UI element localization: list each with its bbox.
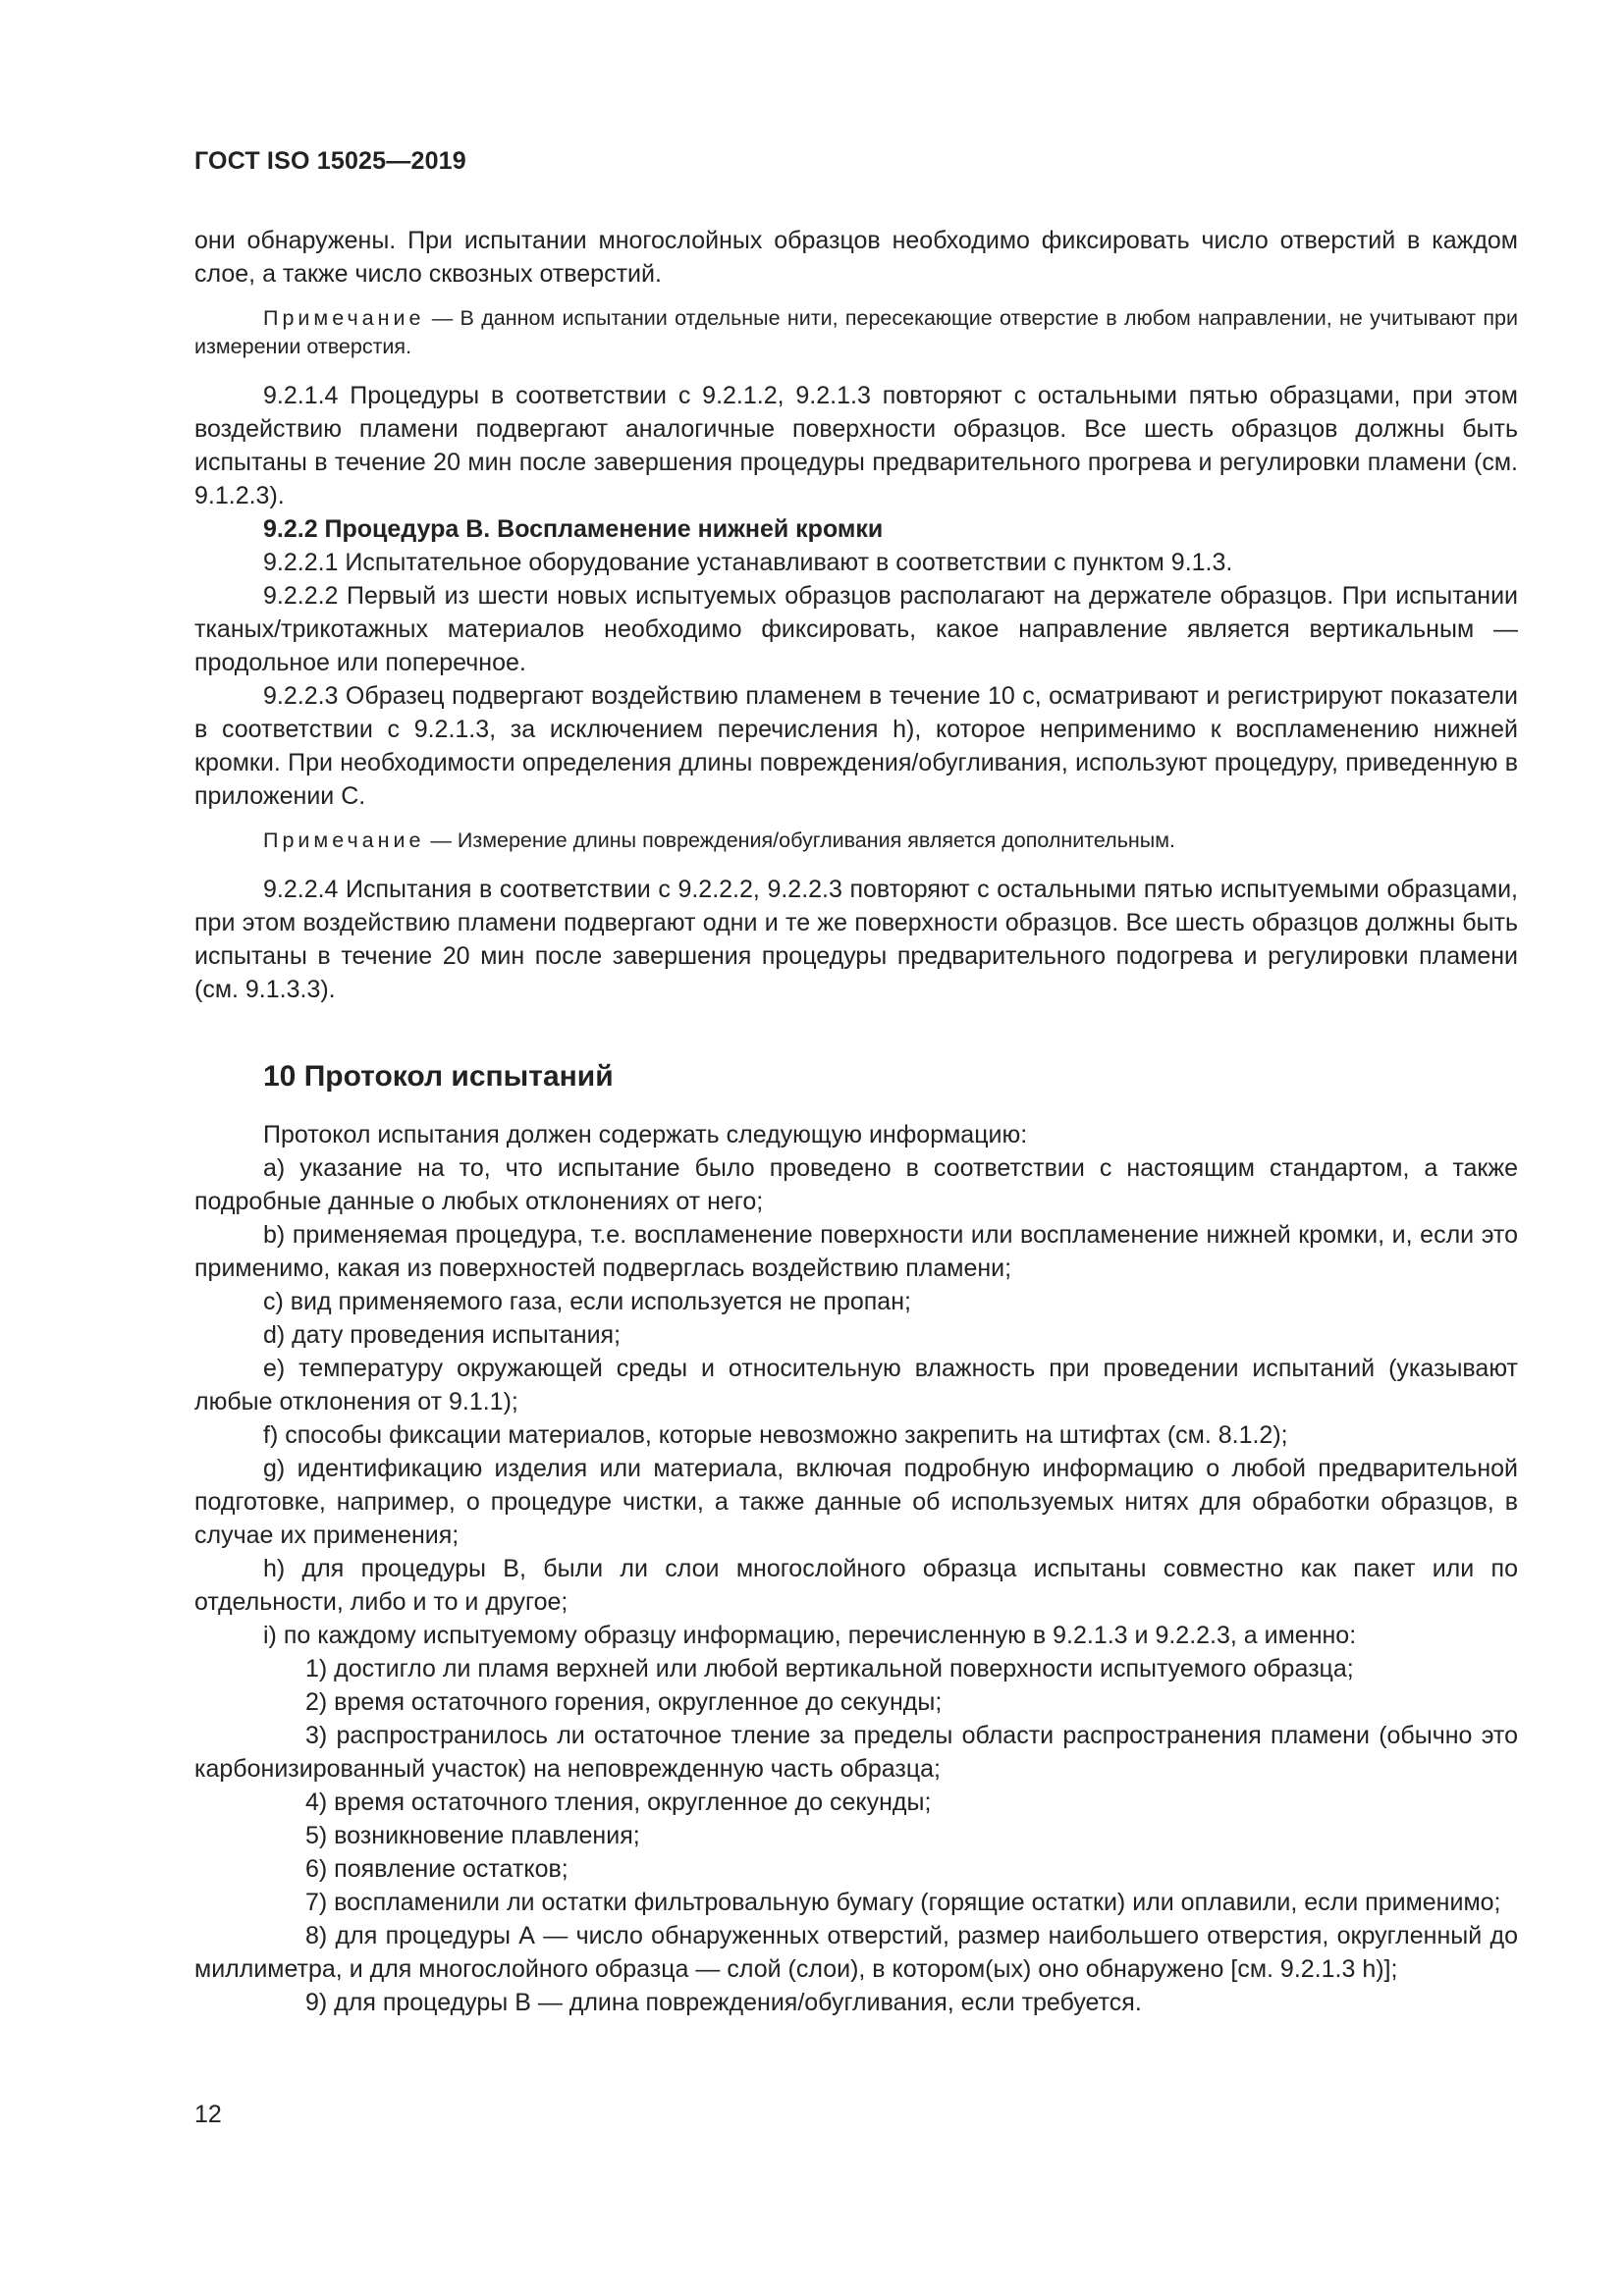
report-intro: Протокол испытания должен содержать следующую информацию: [263, 1121, 1028, 1148]
sub-list-item: 1) достигло ли пламя верхней или любой вертикальной поверхности испытуемого образца; [305, 1655, 1354, 1682]
paragraph-9-2-1-4: 9.2.1.4 Процедуры в соответствии с 9.2.1.2, 9.2.1.3 повторяют с остальными пятью образцами, при этом воздействию пламени подвергают аналогичные поверхности образцов. Все шесть образцов должны быть испытаны в течение 20 мин после завершения процедуры предварительного прогрева и регулировки пламени (см. 9.1.2.3). [194, 382, 1518, 509]
sub-list-item: 5) возникновение плавления; [305, 1822, 640, 1849]
paragraph-9-2-2-1: 9.2.2.1 Испытательное оборудование устанавливают в соответствии с пунктом 9.1.3. [263, 549, 1233, 576]
note-label: Примечание [263, 828, 425, 852]
paragraph-9-2-2-4: 9.2.2.4 Испытания в соответствии с 9.2.2.2, 9.2.2.3 повторяют с остальными пятью испытуемыми образцами, при этом воздействию пламени подвергают одни и те же поверхности образцов. Все шесть образцов должны быть испытаны в течение 20 мин после завершения процедуры предварительного подогрева и регулировки пламени (см. 9.1.3.3). [194, 876, 1518, 1003]
section-heading-10: 10 Протокол испытаний [263, 1060, 614, 1093]
list-item: i) по каждому испытуемому образцу информацию, перечисленную в 9.2.1.3 и 9.2.2.3, а именно: [263, 1622, 1357, 1649]
note-text: — Измерение длины повреждения/обугливания является дополнительным. [424, 828, 1175, 852]
sub-list-item: 8) для процедуры А — число обнаруженных отверстий, размер наибольшего отверстия, округленный до миллиметра, и для многослойного образца — слой (слои), в котором(ых) оно обнаружено [см. 9.2.1.3 h)]; [194, 1922, 1518, 1983]
list-item: e) температуру окружающей среды и относительную влажность при проведении испытаний (указывают любые отклонения от 9.1.1); [194, 1355, 1518, 1415]
note-text: — В данном испытании отдельные нити, пересекающие отверстие в любом направлении, не учитывают при измерении отверстия. [194, 306, 1518, 358]
paragraph-9-2-2-2: 9.2.2.2 Первый из шести новых испытуемых образцов располагают на держателе образцов. При испытании тканых/трикотажных материалов необходимо фиксировать, какое направление является вертикальным — продольное или поперечное. [194, 582, 1518, 676]
list-item: a) указание на то, что испытание было проведено в соответствии с настоящим стандартом, а также подробные данные о любых отклонениях от него; [194, 1154, 1518, 1215]
sub-list-item: 2) время остаточного горения, округленное до секунды; [305, 1688, 943, 1716]
list-item: h) для процедуры В, были ли слои многослойного образца испытаны совместно как пакет или по отдельности, либо и то и другое; [194, 1555, 1518, 1616]
list-item: b) применяемая процедура, т.е. воспламенение поверхности или воспламенение нижней кромки, и, если это применимо, какая из поверхностей подверглась воздействию пламени; [194, 1221, 1518, 1282]
note [194, 304, 1518, 361]
sub-list-item: 3) распространилось ли остаточное тление за пределы области распространения пламени (обычно это карбонизированный участок) на неповрежденную часть образца; [194, 1722, 1518, 1783]
subsection-heading-9-2-2: 9.2.2 Процедура В. Воспламенение нижней кромки [263, 515, 884, 543]
list-item: d) дату проведения испытания; [263, 1321, 622, 1349]
sub-list-item: 6) появление остатков; [305, 1855, 568, 1883]
note-label: Примечание [263, 306, 425, 330]
document-header: ГОСТ ISO 15025—2019 [194, 147, 466, 175]
paragraph-9-2-2-3: 9.2.2.3 Образец подвергают воздействию пламенем в течение 10 с, осматривают и регистрируют показатели в соответствии с 9.2.1.3, за исключением перечисления h), которое неприменимо к воспламенению нижней кромки. При необходимости определения длины повреждения/обугливания, используют процедуру, приведенную в приложении С. [194, 682, 1518, 810]
sub-list-item: 4) время остаточного тления, округленное до секунды; [305, 1789, 932, 1816]
page-number: 12 [194, 2101, 222, 2128]
document-body [194, 224, 1518, 2019]
sub-list-item: 7) воспламенили ли остатки фильтровальную бумагу (горящие остатки) или оплавили, если применимо; [305, 1889, 1501, 1916]
paragraph: они обнаружены. При испытании многослойных образцов необходимо фиксировать число отверстий в каждом слое, а также число сквозных отверстий. [194, 227, 1518, 288]
sub-list-item: 9) для процедуры В — длина повреждения/обугливания, если требуется. [305, 1989, 1142, 2016]
list-item: c) вид применяемого газа, если используется не пропан; [263, 1288, 911, 1315]
note [194, 827, 1518, 855]
list-item: f) способы фиксации материалов, которые невозможно закрепить на штифтах (см. 8.1.2); [263, 1421, 1288, 1449]
list-item: g) идентификацию изделия или материала, включая подробную информацию о любой предварительной подготовке, например, о процедуре чистки, а также данные об используемых нитях для обработки образцов, в случае их применения; [194, 1455, 1518, 1549]
